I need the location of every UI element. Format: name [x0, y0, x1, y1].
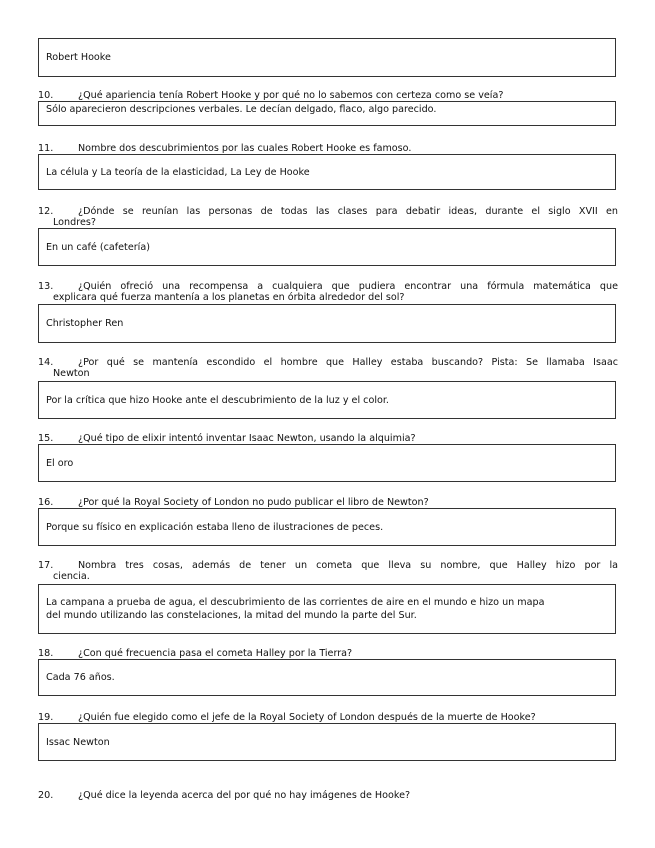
question-11: 11. Nombre dos descubrimientos por las cuales Robert Hooke es famoso.	[38, 143, 412, 154]
answer-box-18[interactable]	[38, 659, 616, 696]
answer-box-17[interactable]	[38, 584, 616, 634]
answer-text: La célula y La teoría de la elasticidad, La Ley de Hooke	[46, 166, 310, 178]
answer-box-11[interactable]	[38, 154, 616, 190]
answer-text: El oro	[46, 457, 74, 469]
question-17: 17. Nombra tres cosas, además de tener un cometa que lleva su nombre, que Halley hizo por la ciencia.	[38, 560, 618, 582]
answer-box-9[interactable]	[38, 38, 616, 77]
answer-text: Sólo aparecieron descripciones verbales. Le decían delgado, flaco, algo parecido.	[46, 104, 437, 115]
answer-text: Cada 76 años.	[46, 672, 115, 683]
answer-text: Porque su físico en explicación estaba lleno de ilustraciones de peces.	[46, 521, 384, 533]
question-12: 12. ¿Dónde se reunían las personas de todas las clases para debatir ideas, durante el siglo XVII en Londres?	[38, 206, 618, 228]
answer-box-12[interactable]	[38, 228, 616, 266]
question-20: 20. ¿Qué dice la leyenda acerca del por qué no hay imágenes de Hooke?	[38, 790, 411, 801]
question-16: 16. ¿Por qué la Royal Society of London no pudo publicar el libro de Newton?	[38, 497, 429, 508]
question-14: 14. ¿Por qué se mantenía escondido el hombre que Halley estaba buscando? Pista: Se llamaba Isaac Newton	[38, 357, 618, 379]
answer-box-10[interactable]	[38, 101, 616, 126]
answer-box-15[interactable]	[38, 444, 616, 482]
answer-box-16[interactable]	[38, 508, 616, 546]
answer-text: Robert Hooke	[46, 52, 111, 63]
answer-box-13[interactable]	[38, 304, 616, 343]
question-19: 19. ¿Quién fue elegido como el jefe de la Royal Society of London después de la muerte de Hooke?	[38, 712, 536, 723]
answer-text: Issac Newton	[46, 736, 110, 748]
answer-box-19[interactable]	[38, 723, 616, 761]
answer-text: La campana a prueba de agua, el descubrimiento de las corrientes de aire en el mundo e hizo un mapa	[46, 597, 545, 608]
answer-text: Por la crítica que hizo Hooke ante el descubrimiento de la luz y el color.	[46, 394, 389, 406]
answer-text: En un café (cafetería)	[46, 241, 150, 253]
answer-text: Christopher Ren	[46, 318, 124, 329]
answer-text: del mundo utilizando las constelaciones, la mitad del mundo la parte del Sur.	[46, 610, 417, 621]
question-13: 13. ¿Quién ofreció una recompensa a cualquiera que pudiera encontrar una fórmula matemática que explicara qué fuerza mantenía a los planetas en órbita alrededor del sol?	[38, 281, 618, 303]
answer-box-14[interactable]	[38, 381, 616, 419]
question-10: 10. ¿Qué apariencia tenía Robert Hooke y por qué no lo sabemos con certeza como se veía?	[38, 90, 504, 101]
question-15: 15. ¿Qué tipo de elixir intentó inventar Isaac Newton, usando la alquimia?	[38, 433, 416, 444]
question-18: 18. ¿Con qué frecuencia pasa el cometa Halley por la Tierra?	[38, 648, 353, 659]
